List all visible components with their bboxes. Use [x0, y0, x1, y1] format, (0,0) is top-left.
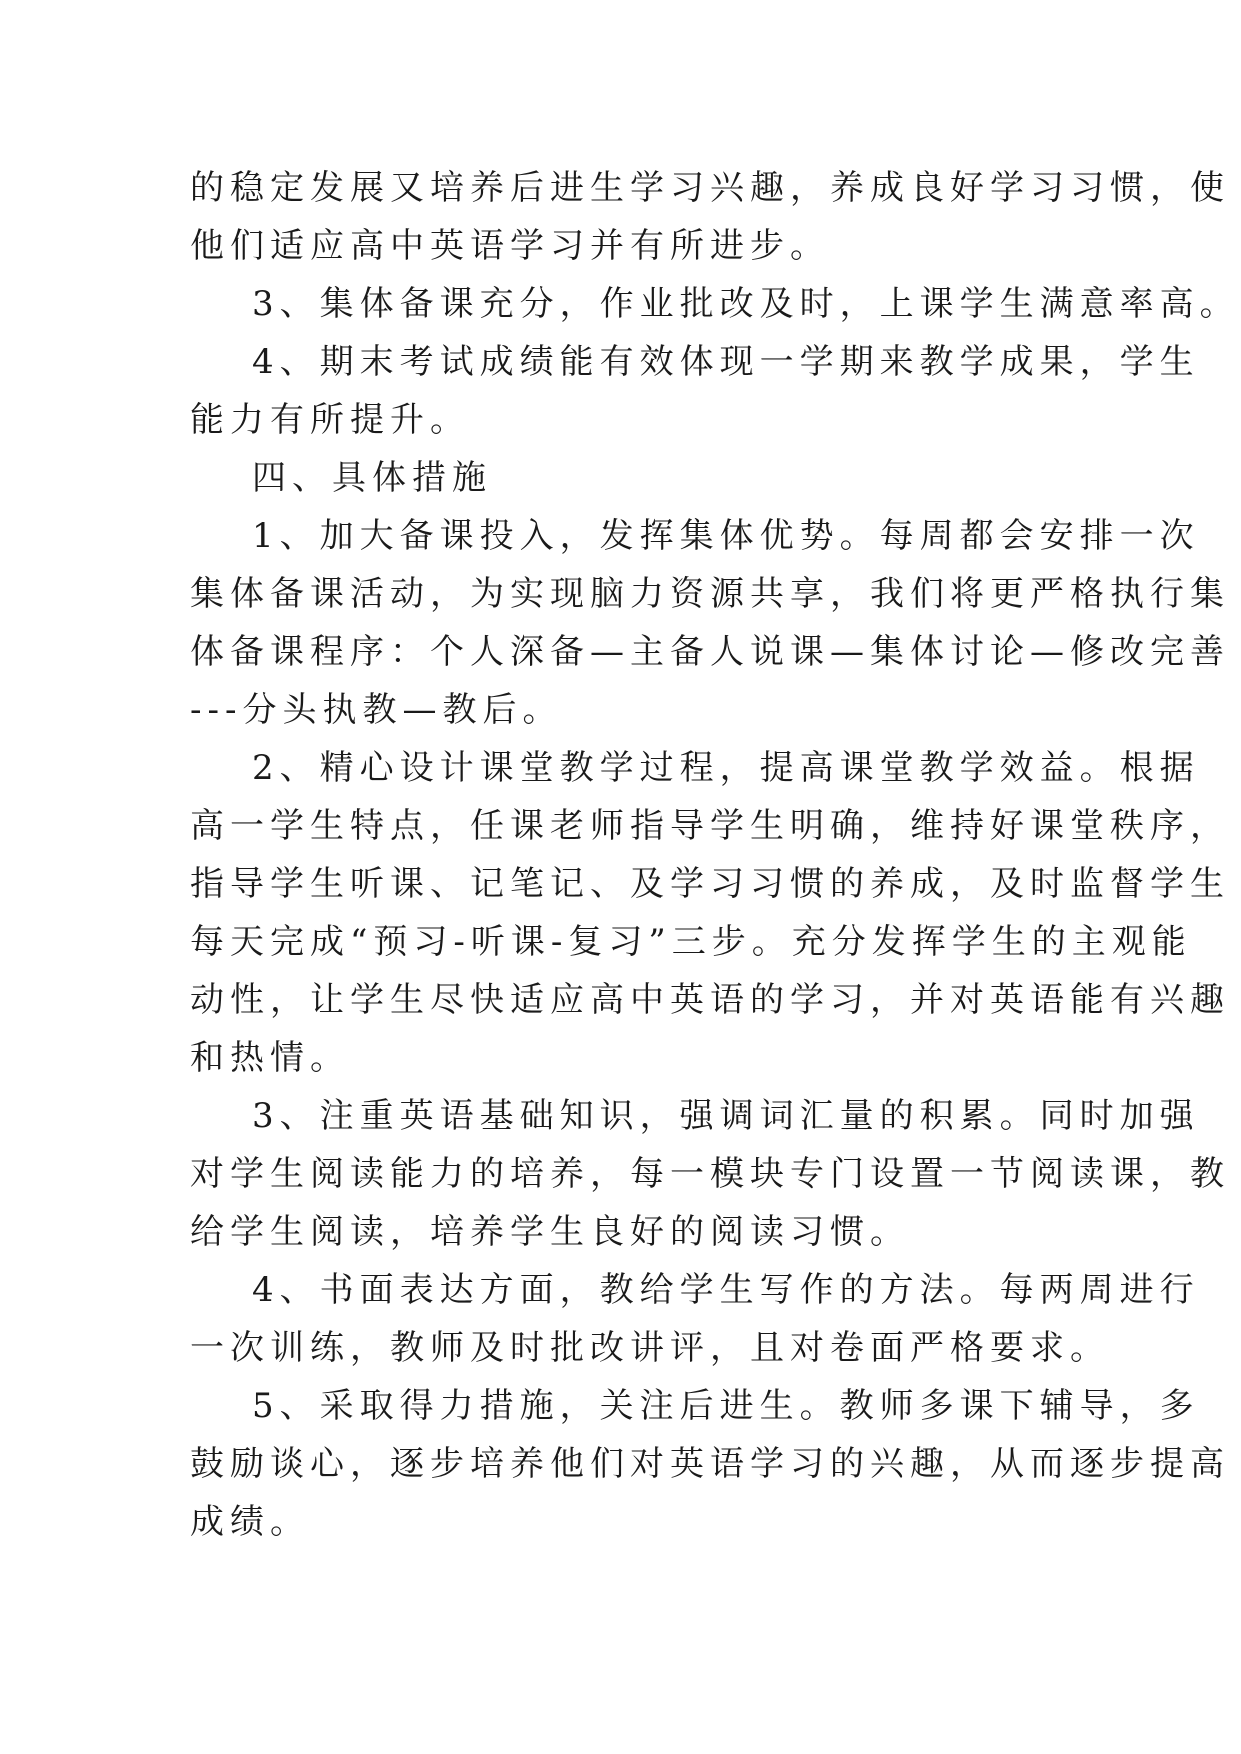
text-line: 对学生阅读能力的培养，每一模块专门设置一节阅读课，教	[190, 1154, 1230, 1194]
text-line: 给学生阅读，培养学生良好的阅读习惯。	[190, 1212, 910, 1252]
text-line: 动性，让学生尽快适应高中英语的学习，并对英语能有兴趣	[190, 980, 1230, 1020]
text-line: 指导学生听课、记笔记、及学习习惯的养成，及时监督学生	[190, 864, 1230, 904]
text-line: 高一学生特点，任课老师指导学生明确，维持好课堂秩序，	[190, 806, 1230, 846]
text-line: 2、精心设计课堂教学过程，提高课堂教学效益。根据	[252, 748, 1200, 788]
text-line: 体备课程序：个人深备—主备人说课—集体讨论—修改完善	[190, 632, 1230, 672]
text-line: 3、注重英语基础知识，强调词汇量的积累。同时加强	[252, 1096, 1200, 1136]
text-line: 和热情。	[190, 1038, 350, 1078]
text-line: 的稳定发展又培养后进生学习兴趣，养成良好学习习惯，使	[190, 168, 1230, 208]
text-line: 每天完成“预习-听课-复习”三步。充分发挥学生的主观能	[190, 922, 1192, 962]
text-line: 成绩。	[190, 1502, 310, 1542]
text-line: 4、书面表达方面，教给学生写作的方法。每两周进行	[252, 1270, 1200, 1310]
text-line: 4、期末考试成绩能有效体现一学期来教学成果，学生	[252, 342, 1200, 382]
text-line: 他们适应高中英语学习并有所进步。	[190, 226, 830, 266]
text-line: 1、加大备课投入，发挥集体优势。每周都会安排一次	[252, 516, 1200, 556]
text-line: 3、集体备课充分，作业批改及时，上课学生满意率高。	[252, 284, 1240, 324]
text-line: 能力有所提升。	[190, 400, 470, 440]
section-heading: 四、具体措施	[252, 458, 492, 498]
text-line: 集体备课活动，为实现脑力资源共享，我们将更严格执行集	[190, 574, 1230, 614]
text-line: 鼓励谈心，逐步培养他们对英语学习的兴趣，从而逐步提高	[190, 1444, 1230, 1484]
text-line: ---分头执教—教后。	[190, 690, 563, 730]
text-line: 一次训练，教师及时批改讲评，且对卷面严格要求。	[190, 1328, 1110, 1368]
text-line: 5、采取得力措施，关注后进生。教师多课下辅导，多	[252, 1386, 1200, 1426]
